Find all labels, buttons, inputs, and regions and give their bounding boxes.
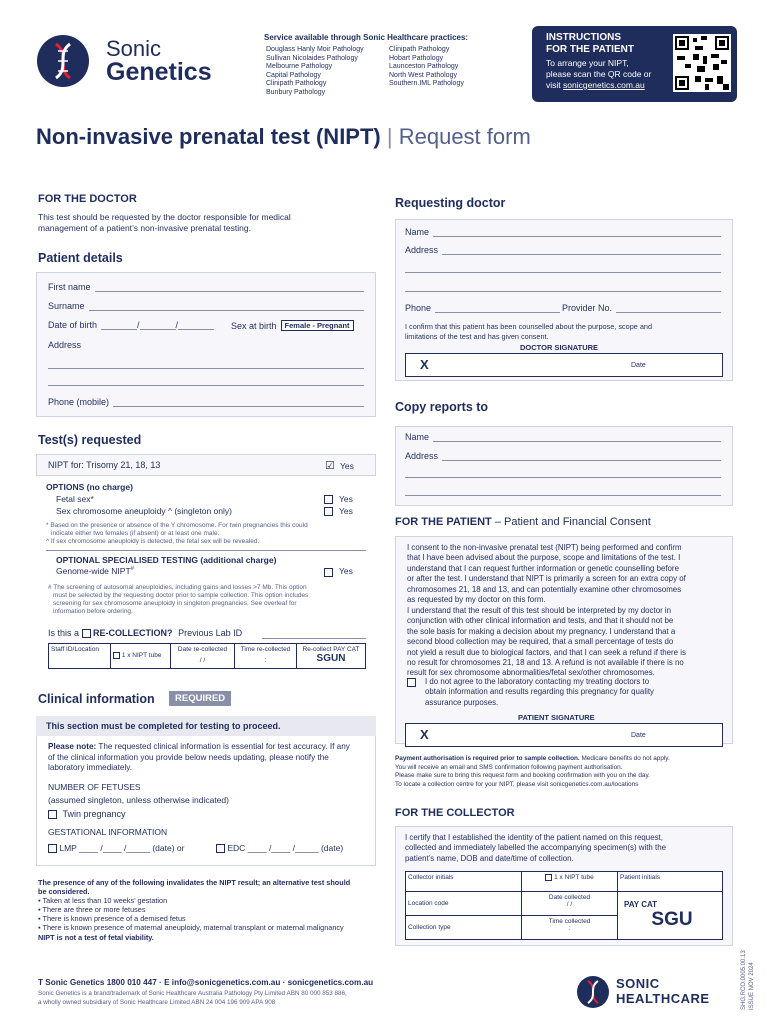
practice: Clinipath Pathology [266, 80, 327, 88]
copy-address-field[interactable] [405, 451, 721, 461]
helix-logo-icon [576, 975, 610, 1009]
consent-line: second blood collection may be required, that a small percentage of tests do [407, 637, 674, 647]
footer-brand-1: SONIC [616, 976, 660, 991]
provider-label: Provider No. [562, 303, 613, 313]
special-testing-block [56, 555, 366, 579]
patient-initials-cell[interactable] [618, 872, 723, 892]
collector-initials-label: Collector initials [408, 874, 454, 881]
address-line[interactable] [405, 272, 721, 273]
collection-type-label: Collection type [408, 924, 451, 931]
inval-item: ▪ There is known presence of a demised fetus [38, 914, 186, 923]
gestational-heading: GESTATIONAL INFORMATION [48, 827, 168, 837]
practice: Clinipath Pathology [389, 46, 450, 53]
consent-line: no result for chromosomes 21, 18 and 13. A refund is not available if there is no [407, 658, 684, 668]
consent-line: understand that I can request further information or genetic counselling before [407, 563, 679, 573]
tube-checkbox[interactable] [113, 652, 120, 659]
inval-text: There are three or more fetuses [42, 905, 146, 914]
note-line: indicate either two females (if absent) or at least one male. [51, 530, 220, 537]
recoll-label: RE-COLLECTION? [93, 628, 173, 638]
nipt-yes: Yes [340, 461, 354, 471]
practice: Douglass Hanly Moir Pathology [266, 46, 364, 53]
practice: North West Pathology [389, 71, 457, 79]
title-bold: Non-invasive prenatal test (NIPT) [36, 124, 381, 149]
consent-line: that I have been advised about the purpose, scope and limitations of the test. I [407, 553, 681, 563]
consent-line: I understand that the result of this test should be interpreted by my doctor in [407, 606, 672, 615]
twin-label: Twin pregnancy [62, 809, 126, 819]
inval-title: The presence of any of the following invalidates the NIPT result; an alternative test should [38, 878, 351, 887]
name-label: Name [405, 432, 430, 442]
signature-x: X [420, 727, 429, 742]
practice: Sullivan Nicolaides Pathology [266, 54, 358, 62]
consent-line: not yield a result due to biological factors, and that I can seek a refund if there is [407, 647, 686, 657]
confirm-line: I confirm that this patient has been counselled about the purpose, scope and [405, 322, 653, 331]
staff-cell[interactable] [49, 644, 111, 669]
time-collected-label: Time collected [548, 918, 591, 925]
footer-legal [38, 990, 347, 1007]
location-code-label: Location code [408, 900, 449, 907]
form-code [740, 950, 756, 1010]
options-block [46, 480, 366, 546]
instructions-text [546, 58, 671, 91]
clinical-note [48, 742, 373, 774]
doctor-intro [38, 212, 291, 234]
instructions-line [546, 80, 671, 91]
helix-logo-icon [36, 34, 90, 88]
patient-details-heading: Patient details [38, 251, 123, 265]
lmp-label: LMP ____ /____ /_____ (date) or [59, 843, 185, 853]
note-line: information before ordering. [53, 608, 133, 615]
patient-initials-label: Patient initials [620, 874, 661, 881]
doctor-signature-label: DOCTOR SIGNATURE [520, 343, 599, 352]
edc-checkbox[interactable] [216, 844, 225, 853]
time-recollected-value: : [264, 657, 267, 664]
do-not-agree-line: assurance purposes. [425, 697, 499, 707]
consent-line: or after the test. I understand that NIPT is primarily a screen for an extra copy of [407, 574, 686, 584]
collection-type-cell[interactable] [406, 916, 522, 940]
special-heading: OPTIONAL SPECIALISED TESTING (additional charge) [56, 555, 277, 565]
requesting-doctor-heading: Requesting doctor [395, 196, 506, 210]
provider-no-field[interactable] [562, 303, 721, 313]
copy-reports-heading: Copy reports to [395, 400, 489, 414]
tests-requested-heading: Test(s) requested [38, 433, 142, 447]
dob-label: Date of birth [48, 320, 98, 330]
payment-line: To locate a collection centre for your NIPT, please visit sonicgenetics.com.au/locations [395, 780, 639, 788]
inval-title: be considered. [38, 887, 90, 896]
sex-label: Sex at birth [231, 321, 277, 331]
certify-line: collected and immediately labelled the accompanying specimen(s) with the [405, 843, 666, 853]
confirm-line: limitations of the test and has given consent. [405, 331, 549, 341]
pay-cat-label: PAY CAT [624, 900, 658, 909]
phone-label: Phone (mobile) [48, 397, 110, 407]
genome-wide-yes: Yes [339, 566, 353, 576]
surname-label: Surname [48, 301, 85, 311]
sca-label: Sex chromosome aneuploidy ^ (singleton only) [56, 506, 232, 516]
consent-line: result for sex chromosome abnormalities/fetal sex/other chromosomes. [407, 668, 655, 678]
date-collected-label: Date collected [548, 894, 591, 901]
tube-label: 1 x NIPT tube [121, 652, 162, 660]
assumed-text: (assumed singleton, unless otherwise indicated) [48, 795, 229, 805]
sca-yes: Yes [339, 506, 353, 516]
inval-text: There is known presence of maternal aneuploidy, maternal transplant or maternal malignancy [42, 923, 344, 932]
nipt-label: NIPT for: Trisomy 21, 18, 13 [48, 460, 161, 470]
for-the-doctor-heading: FOR THE DOCTOR [38, 193, 137, 205]
date-collected-value: / / [566, 901, 573, 908]
fetal-sex-yes: Yes [339, 494, 353, 504]
required-badge: REQUIRED [169, 691, 231, 706]
practice: Melbourne Pathology [266, 63, 333, 71]
inval-item: ▪ Taken at less than 10 weeks’ gestation [38, 896, 168, 905]
not-viability: NIPT is not a test of fetal viability. [38, 933, 154, 942]
phone-mobile-field[interactable] [48, 397, 364, 407]
note-line: must be selected by the requesting doctor prior to sample collection. This option includes [53, 592, 309, 599]
address-line[interactable] [405, 495, 721, 496]
payment-line [395, 755, 735, 764]
edc-row[interactable] [216, 843, 343, 853]
prev-lab-id-input[interactable] [262, 638, 366, 639]
consent-paragraph-2 [407, 606, 725, 679]
consent-line: conjunction with other clinical information and tests, and that it should not be [407, 616, 674, 626]
instructions-line: To arrange your NIPT, [546, 58, 629, 68]
location-code-cell[interactable] [406, 892, 522, 916]
address-label: Address [48, 340, 82, 350]
patient-consent-heading [395, 516, 651, 528]
recoll-prefix: Is this a [48, 628, 80, 638]
pay-cat-cell [618, 892, 723, 940]
payment-line: Please make sure to bring this request form and booking confirmation with you on the day. [395, 772, 650, 780]
address-line[interactable] [405, 291, 721, 292]
tube-label: 1 x NIPT tube [554, 874, 594, 882]
must-complete-text: This section must be completed for testing to proceed. [46, 721, 281, 731]
practices-col-2 [389, 46, 464, 89]
do-not-agree-row [407, 677, 725, 708]
consent-line: chromosomes 21, 18 and 13, and can potentially examine other chromosomes [407, 584, 682, 594]
collector-table [405, 871, 723, 940]
phone-label: Phone [405, 303, 432, 313]
confirm-text [405, 322, 725, 341]
note-bold: Please note: [48, 742, 97, 751]
signature-date-label: Date [631, 362, 646, 369]
lmp-row[interactable] [48, 843, 184, 853]
tube-cell [522, 872, 618, 892]
sca-checkbox[interactable] [324, 507, 333, 516]
page-title [36, 124, 531, 150]
options-heading: OPTIONS (no charge) [46, 482, 133, 492]
instructions-line: please scan the QR code or [546, 69, 652, 79]
collector-certify [405, 833, 725, 864]
fetal-sex-checkbox[interactable] [324, 495, 333, 504]
genome-wide-text: Genome-wide NIPT [56, 566, 131, 576]
doctor-address-field[interactable] [405, 245, 721, 255]
practice: Launceston Pathology [389, 63, 459, 71]
consent-heading-sub: – Patient and Financial Consent [491, 516, 651, 528]
note-line: screening for sex chromosome aneuploidy in singleton pregnancies. See overleaf for [53, 600, 297, 607]
instructions-box [532, 26, 737, 102]
sonic-healthcare-logo [576, 975, 731, 1011]
footer-contact: T Sonic Genetics 1800 010 447 · E info@sonicgenetics.com.au · sonicgenetics.com.au [38, 978, 374, 987]
payment-text [395, 755, 735, 789]
consent-line: I consent to the non-invasive prenatal test (NIPT) being performed and confirm [407, 543, 682, 552]
do-not-agree-line: I do not agree to the laboratory contacting my treating doctors to [425, 677, 650, 686]
consent-line: the sole basis for making a decision about my pregnancy. I understand that a [407, 626, 676, 636]
name-label: Name [405, 227, 430, 237]
practice: Capital Pathology [266, 71, 321, 79]
note-line [48, 742, 373, 753]
date-collected-cell[interactable] [522, 892, 618, 916]
patient-signature-label: PATIENT SIGNATURE [518, 713, 595, 722]
form-issue-line: ISSUE NOV 2024 [749, 962, 755, 1010]
inval-item: ▪ There are three or more fetuses [38, 905, 146, 914]
doctor-intro-line: This test should be requested by the doctor responsible for medical [38, 212, 291, 222]
first-name-label: First name [48, 282, 91, 292]
note-line: # The screening of autosomal aneuploidies, including gains and losses >7 Mb. This option [48, 584, 307, 591]
brand-name-2: Genetics [106, 58, 212, 86]
date-recollected-label: Date re-collected [177, 646, 228, 653]
note-text: The requested clinical information is essential for test accuracy. If any [96, 742, 350, 751]
time-recollected-label: Time re-collected [240, 646, 291, 653]
patient-address-field[interactable] [48, 340, 364, 350]
address-line[interactable] [405, 477, 721, 478]
fetal-sex-row [46, 494, 366, 506]
consent-heading-bold: FOR THE PATIENT [395, 516, 492, 528]
instructions-visit: visit [546, 80, 563, 90]
doctor-phone-field[interactable] [405, 303, 560, 313]
note-line: ^ If sex chromosome aneuploidy is detected, the fetal sex will be revealed. [46, 538, 260, 545]
collector-initials-cell[interactable] [406, 872, 522, 892]
address-line[interactable] [48, 385, 364, 386]
form-code-line: SHG.RCO.0005.00.13 [741, 950, 747, 1010]
payment-bold: Payment authorisation is required prior to sample collection. [395, 755, 580, 762]
recollection-table [48, 643, 366, 669]
dob-slash: / [137, 320, 140, 330]
doctor-intro-line: management of a patient’s non-invasive prenatal testing. [38, 223, 251, 233]
signature-x: X [420, 357, 429, 372]
instructions-title-1: INSTRUCTIONS [546, 32, 621, 43]
note-line: of the clinical information you provide below needs updating, please notify the [48, 752, 329, 762]
pay-cat-label: Re-collect PAY CAT [302, 646, 360, 653]
nipt-checkbox[interactable]: ☑ [325, 460, 335, 472]
practices-col-1 [266, 46, 364, 98]
payment-normal: Medicare benefits do not apply. [579, 755, 670, 762]
legal-line: Sonic Genetics is a brand/trademark of Sonic Healthcare Australia Pathology Pty Limited ABN 80 000 853 886, [38, 990, 347, 997]
clinical-info-heading: Clinical information [38, 692, 155, 706]
prev-lab-label: Previous Lab ID [178, 628, 243, 638]
recollection-checkbox[interactable] [82, 629, 91, 638]
consent-paragraph-1 [407, 543, 725, 605]
footer-brand-2: HEALTHCARE [616, 991, 710, 1006]
time-collected-cell[interactable] [522, 916, 618, 940]
lmp-checkbox[interactable] [48, 844, 57, 853]
options-notes [46, 522, 366, 546]
recollection-row [48, 628, 368, 638]
instructions-title-2: FOR THE PATIENT [546, 44, 634, 55]
qr-code-icon [673, 34, 731, 92]
inval-text: There is known presence of a demised fetus [42, 914, 186, 923]
must-complete-banner [36, 716, 376, 736]
practice: Hobart Pathology [389, 54, 444, 62]
genome-wide-checkbox[interactable] [324, 568, 333, 577]
patient-signature-box[interactable] [405, 723, 723, 747]
surname-field[interactable] [48, 301, 364, 311]
signature-date-label: Date [631, 732, 646, 739]
certify-line: patient’s name, DOB and date/time of collection. [405, 853, 574, 863]
address-label: Address [405, 451, 439, 461]
pay-cat-cell [297, 644, 366, 669]
for-the-collector-heading: FOR THE COLLECTOR [395, 807, 515, 819]
tube-checkbox[interactable] [545, 874, 552, 881]
note-line: laboratory immediately. [48, 763, 133, 772]
payment-line: You will receive an email and SMS confirmation following payment authorisation. [395, 763, 623, 771]
sonic-genetics-logo [36, 34, 236, 89]
genome-wide-row [56, 566, 366, 579]
sca-row [46, 506, 366, 518]
sgu-code: SGU [651, 909, 693, 930]
note-line: * Based on the presence or absence of the Y chromosome. For twin pregnancies this could [46, 522, 308, 529]
certify-line: I certify that I established the identity of the patient named on this request, [405, 833, 663, 842]
inval-item: ▪ There is known presence of maternal aneuploidy, maternal transplant or maternal malignancy [38, 923, 344, 932]
genome-wide-label: Genome-wide NIPT# [56, 566, 134, 576]
genome-wide-notes [48, 584, 368, 616]
practice: Southern.IML Pathology [389, 80, 464, 88]
edc-label: EDC ____ /____ /_____ (date) [227, 843, 344, 853]
sex-field[interactable] [231, 320, 365, 331]
brand-name-1: Sonic [106, 36, 162, 61]
invalidation-block [38, 878, 378, 942]
date-recollected-cell[interactable] [171, 644, 235, 669]
title-separator: | [386, 124, 393, 149]
twin-row [48, 809, 126, 819]
twin-checkbox[interactable] [48, 810, 57, 819]
copy-name-field[interactable] [405, 432, 721, 442]
tube-cell [111, 644, 171, 669]
time-recollected-cell[interactable] [235, 644, 297, 669]
practice: Bunbury Pathology [266, 88, 326, 96]
dob-slash: / [175, 320, 179, 330]
fetuses-heading: NUMBER OF FETUSES [48, 782, 141, 792]
do-not-agree-line: obtain information and results regarding this pregnancy for quality [425, 687, 654, 697]
title-light: Request form [398, 124, 531, 149]
divider [46, 550, 366, 551]
service-title: Service available through Sonic Healthcare practices: [264, 33, 469, 42]
legal-line: a wholly owned subsidiary of Sonic Healthcare Limited ABN 24 004 196 909 APA 908 [38, 998, 276, 1006]
address-label: Address [405, 245, 439, 255]
website-link[interactable]: sonicgenetics.com.au [563, 80, 645, 90]
consent-line: as requested by my doctor on this form. [407, 595, 546, 605]
inval-text: Taken at less than 10 weeks’ gestation [42, 896, 168, 905]
time-collected-value: : [568, 925, 571, 932]
doctor-signature-box[interactable] [405, 353, 723, 377]
address-line[interactable] [48, 368, 364, 369]
first-name-field[interactable] [48, 282, 364, 292]
nipt-row [36, 454, 376, 476]
do-not-agree-checkbox[interactable] [407, 678, 416, 687]
staff-label: Staff ID/Location [51, 646, 99, 653]
fetal-sex-label: Fetal sex* [56, 494, 94, 504]
sgun-code: SGUN [316, 653, 346, 664]
dob-field[interactable] [48, 320, 228, 330]
sex-value: Female - Pregnant [281, 320, 354, 331]
date-recollected-value: / / [199, 657, 206, 664]
doctor-name-field[interactable] [405, 227, 721, 237]
